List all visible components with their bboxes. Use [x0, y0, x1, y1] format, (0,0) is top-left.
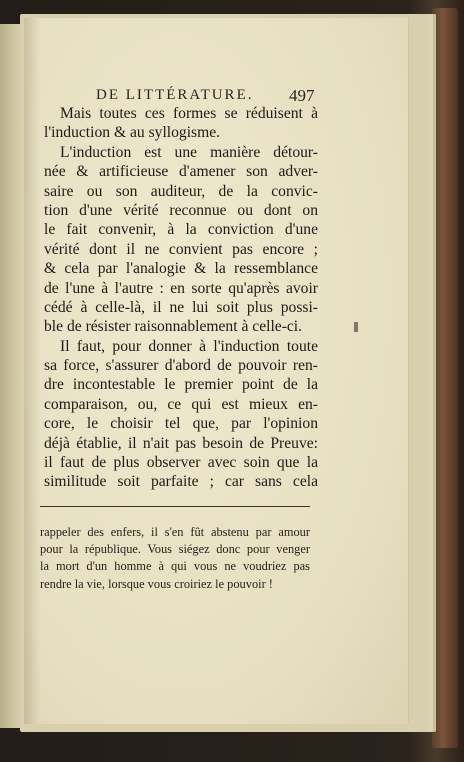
text-line: de l'une à l'autre : en sorte qu'après avoir — [44, 279, 318, 297]
text-line: tion d'une vérité reconnue ou dont on — [44, 201, 318, 219]
text-line: vérité dont il ne convient pas encore ; — [44, 240, 318, 258]
text-line: née & artificieuse d'amener son adver- — [44, 163, 318, 181]
footnote-line: rappeler des enfers, il s'en fût abstenu par amour — [40, 525, 310, 539]
text-line: similitude soit parfaite ; car sans cela — [44, 473, 318, 491]
binding-shadow — [24, 18, 40, 724]
text-line: comparaison, ou, ce qui est mieux en- — [44, 395, 318, 413]
footnote-line: la mort d'un homme à qui vous ne voudriez pas — [40, 559, 310, 574]
text-line: l'induction & au syllogisme. — [44, 124, 221, 142]
page-number: 497 — [289, 86, 315, 105]
footnote — [40, 524, 310, 593]
text-line: saire ou son auditeur, de la convic- — [44, 182, 318, 200]
text-line: L'induction est une manière détour- — [60, 143, 318, 161]
text-line: déjà établie, il n'ait pas besoin de Preuve: — [44, 434, 318, 452]
text-line: Il faut, pour donner à l'induction toute — [60, 337, 318, 355]
margin-mark — [354, 322, 358, 332]
facing-page-edge — [0, 24, 24, 728]
text-line: il faut de plus observer avec soin que la — [44, 454, 318, 472]
text-line: dre incontestable le premier point de la — [44, 376, 318, 394]
footnote-line: rendre la vie, lorsque vous croiriez le pouvoir ! — [40, 576, 273, 591]
text-line: sa force, s'assurer d'abord de pouvoir ren- — [44, 357, 318, 375]
text-line: cédé à celle-là, il ne lui soit plus possi- — [44, 298, 318, 316]
text-line: le fait convenir, à la conviction d'une — [44, 221, 318, 239]
text-line: Mais toutes ces formes se réduisent à — [60, 105, 318, 122]
running-header: DE LITTÉRATURE. — [96, 87, 254, 103]
text-line: core, le choisir tel que, par l'opinion — [44, 415, 318, 433]
text-line: & cela par l'analogie & la ressemblance — [44, 260, 318, 278]
footnote-rule — [40, 506, 310, 507]
body-text — [44, 104, 318, 492]
text-line: ble de résister raisonnablement à celle-ci. — [44, 318, 303, 336]
footnote-line: pour la république. Vous siégez donc pour venger — [40, 542, 310, 557]
